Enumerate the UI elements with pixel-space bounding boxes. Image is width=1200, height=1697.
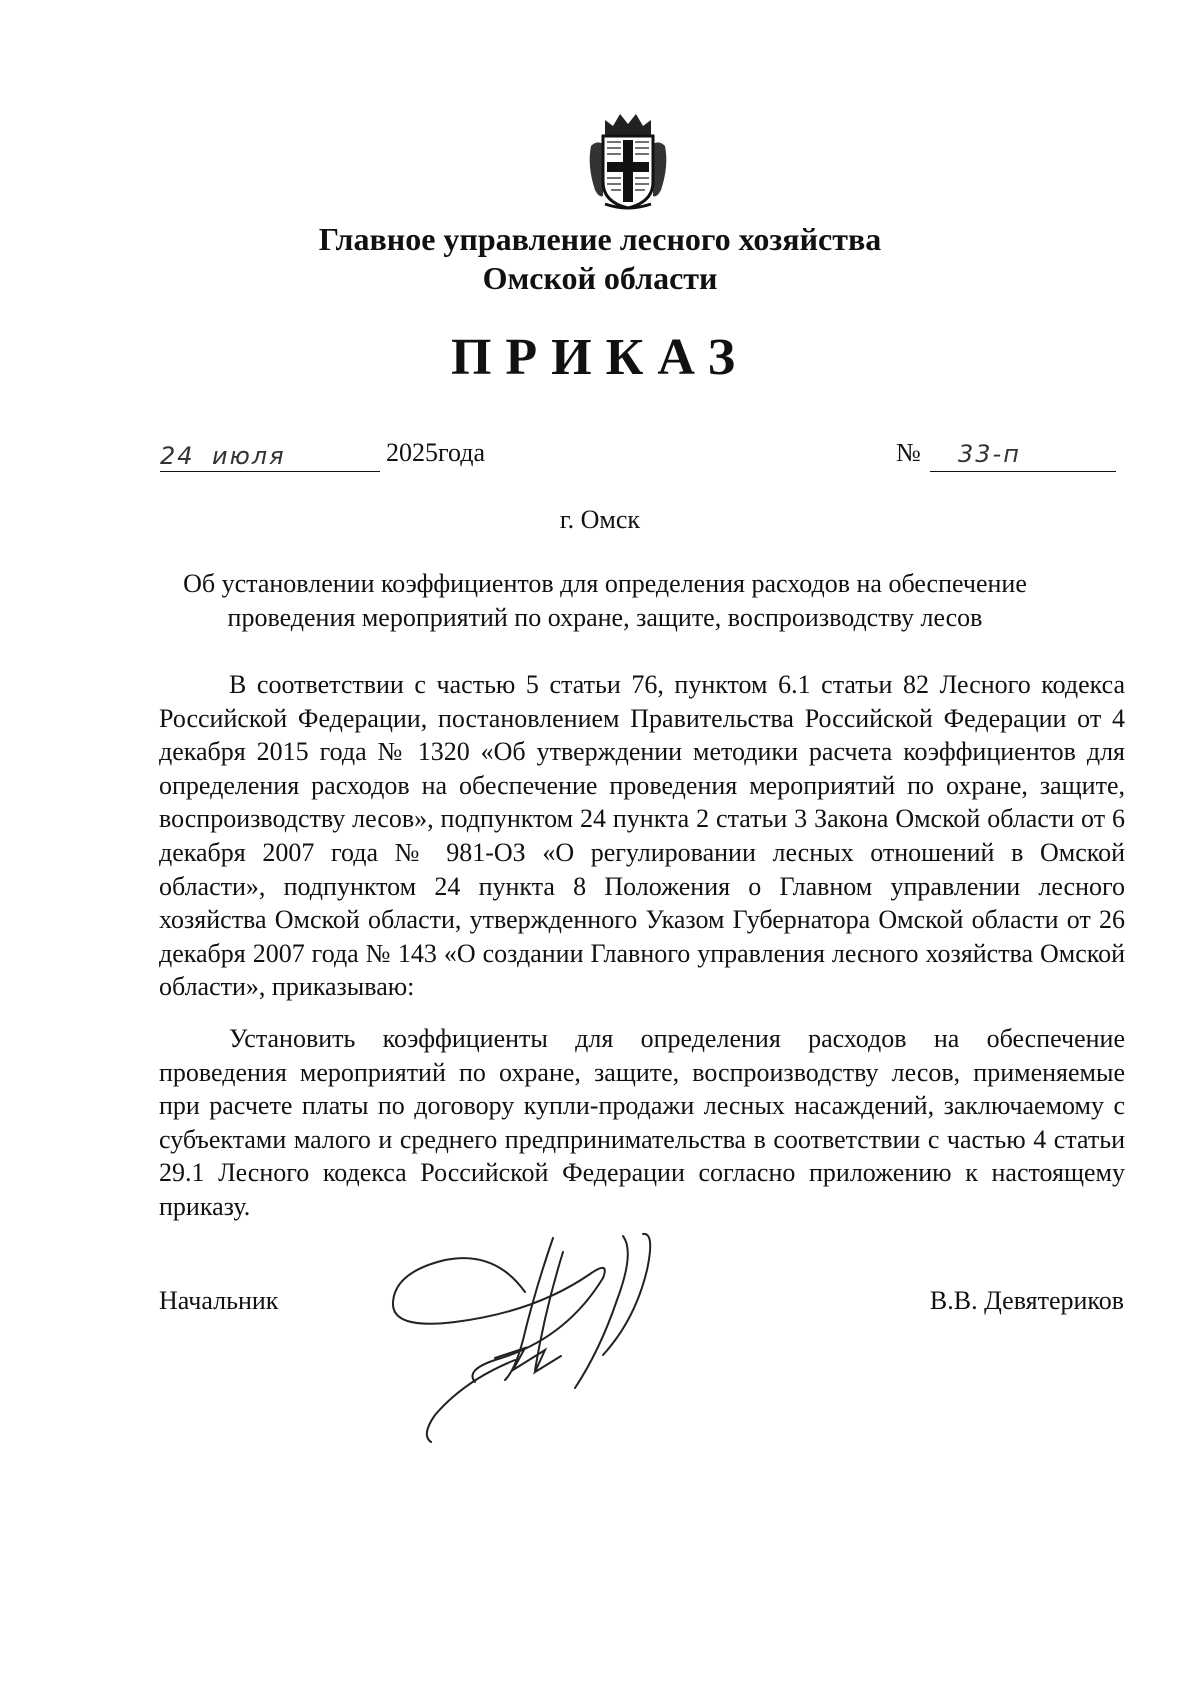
date-year: 2025года [386, 438, 486, 467]
signature-icon [385, 1230, 695, 1445]
number-value: 33-п [958, 440, 1021, 468]
number-sign: № [896, 438, 921, 467]
date-month: июля [212, 442, 286, 470]
body-paragraph-2: Установить коэффициенты для определения расходов на обеспечение проведения мероприятий по охране, защите, воспроизводству лесов, применяемые при расчете платы по договору купли-продажи лесных насаждений, заключаемому с субъектами малого и среднего предпринимательства в соответствии с частью 4 статьи 29.1 Лесного кодекса Российской Федерации согласно приложению к настоящему приказу. [159, 1024, 1125, 1221]
order-subject: Об установлении коэффициентов для определения расходов на обеспечение проведения мероприятий по охране, защите, воспроизводству лесов [183, 569, 1027, 632]
date-day: 24 [160, 442, 195, 470]
signatory-name: В.В. Девятериков [929, 1286, 1124, 1315]
city: г. Омск [559, 505, 641, 534]
document-date [160, 438, 660, 478]
organization-name-line2: Омской области [482, 260, 718, 296]
document-title: ПРИКАЗ [450, 329, 750, 386]
date-underline [160, 471, 380, 472]
document-number [896, 438, 1116, 478]
signatory-role: Начальник [159, 1286, 279, 1315]
number-underline [930, 471, 1116, 472]
organization-name-line1: Главное управление лесного хозяйства [318, 221, 882, 257]
body-paragraph-1: В соответствии с частью 5 статьи 76, пунктом 6.1 статьи 82 Лесного кодекса Российской Федерации, постановлением Правительства Российской Федерации от 4 декабря 2015 года № 1320 «Об утверждении методики расчета коэффициентов для определения расходов на обеспечение проведения мероприятий по охране, защите, воспроизводству лесов», подпунктом 24 пункта 2 статьи 3 Закона Омской области от 6 декабря 2007 года № 981-ОЗ «О регулировании лесных отношений в Омской области», подпунктом 24 пункта 8 Положения о Главном управлении лесного хозяйства Омской области, утвержденного Указом Губернатора Омской области от 26 декабря 2007 года № 143 «О создании Главного управления лесного хозяйства Омской области», приказываю: [159, 670, 1125, 1002]
coat-of-arms-icon [585, 106, 671, 210]
